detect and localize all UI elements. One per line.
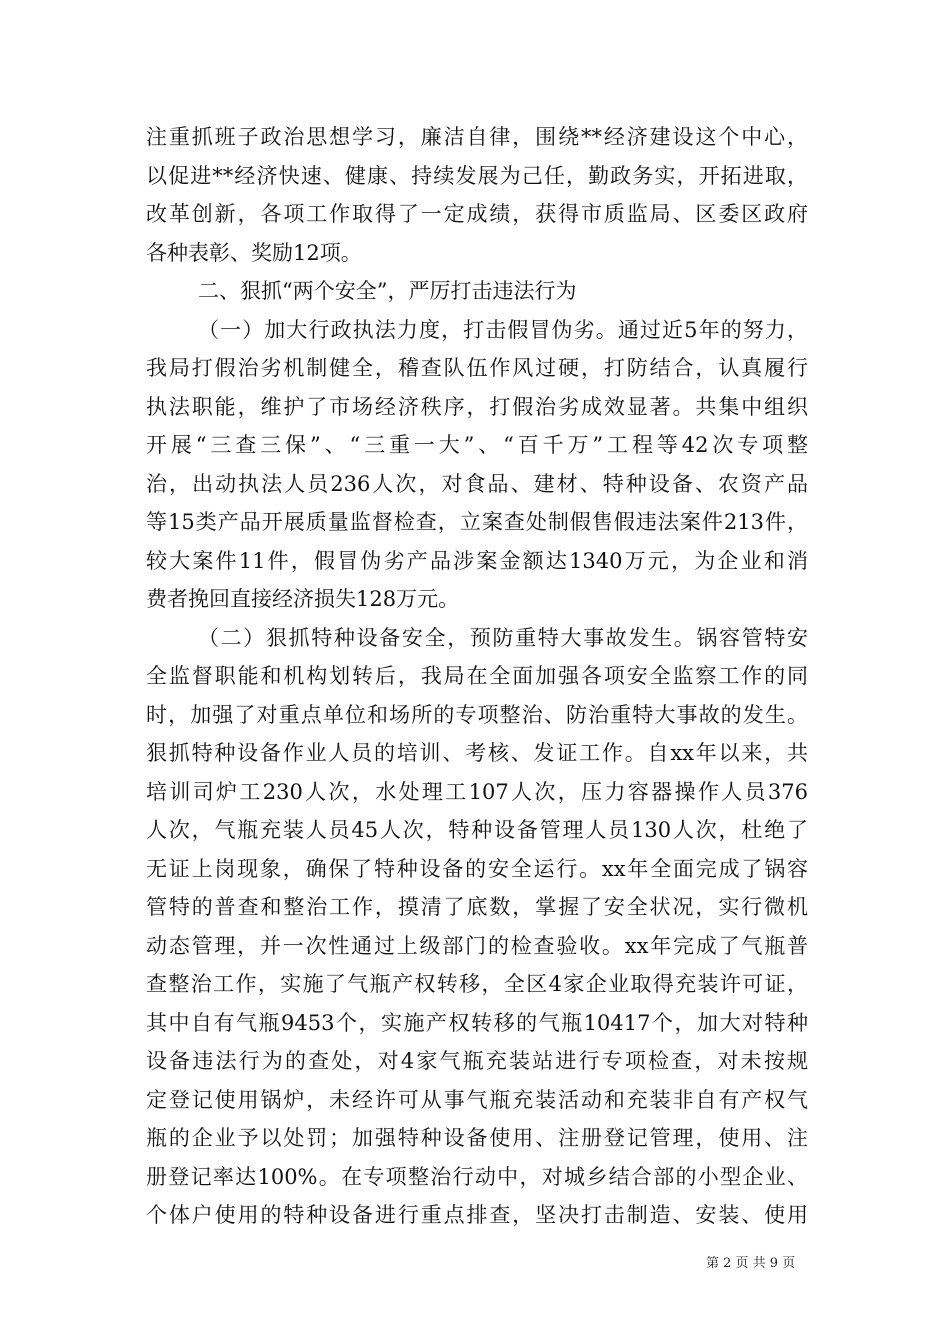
paragraph-line: 各种表彰、奖励12项。 — [146, 240, 362, 265]
paragraph-line: 人次，气瓶充装人员45人次，特种设备管理人员130人次，杜绝了 — [146, 818, 808, 842]
paragraph-line: 注重抓班子政治思想学习，廉洁自律，围绕**经济建设这个中心， — [146, 125, 808, 149]
paragraph-line: 改革创新，各项工作取得了一定成绩，获得市质监局、区委区政府 — [146, 202, 808, 226]
paragraph-line: 开展“三查三保”、“三重一大”、“百千万”工程等42次专项整 — [146, 433, 808, 457]
paragraph-line: 治，出动执法人员236人次，对食品、建材、特种设备、农资产品 — [146, 471, 808, 496]
body-text — [146, 118, 808, 1235]
paragraph-line: 时，加强了对重点单位和场所的专项整治、防治重特大事故的发生。 — [146, 702, 808, 727]
paragraph-line: 个体户使用的特种设备进行重点排查，坚决打击制造、安装、使用 — [146, 1203, 808, 1227]
paragraph-line: 管特的普查和整治工作，摸清了底数，掌握了安全状况，实行微机 — [146, 895, 808, 919]
paragraph-line: 费者挽回直接经济损失128万元。 — [146, 587, 460, 611]
paragraph-line: 全监督职能和机构划转后，我局在全面加强各项安全监察工作的同 — [146, 664, 808, 688]
paragraph-line: 培训司炉工230人次，水处理工107人次，压力容器操作人员376 — [146, 779, 808, 804]
paragraph-line: 定登记使用锅炉，未经许可从事气瓶充装活动和充装非自有产权气 — [146, 1087, 808, 1112]
paragraph-line: 设备违法行为的查处，对4家气瓶充装站进行专项检查，对未按规 — [146, 1049, 808, 1073]
page-number-footer: 第 2 页 共 9 页 — [706, 1256, 796, 1271]
paragraph-line: 我局打假治劣机制健全，稽查队伍作风过硬，打防结合，认真履行 — [146, 356, 808, 380]
paragraph-line: 等15类产品开展质量监督检查，立案查处制假售假违法案件213件， — [146, 510, 808, 534]
paragraph-line: 无证上岗现象，确保了特种设备的安全运行。xx年全面完成了锅容 — [146, 856, 808, 881]
paragraph-line: 册登记率达100%。在专项整治行动中，对城乡结合部的小型企业、 — [146, 1164, 808, 1189]
paragraph-line: 瓶的企业予以处罚；加强特种设备使用、注册登记管理，使用、注 — [146, 1126, 808, 1150]
paragraph-line: （一）加大行政执法力度，打击假冒伪劣。通过近5年的努力， — [198, 317, 808, 342]
paragraph-line: 较大案件11件，假冒伪劣产品涉案金额达1340万元，为企业和消 — [146, 548, 808, 573]
paragraph-line: 执法职能，维护了市场经济秩序，打假治劣成效显著。共集中组织 — [146, 394, 808, 419]
paragraph-line: （二）狠抓特种设备安全，预防重特大事故发生。锅容管特安 — [198, 625, 808, 650]
paragraph-line: 动态管理，并一次性通过上级部门的检查验收。xx年完成了气瓶普 — [146, 933, 808, 958]
paragraph-line: 查整治工作，实施了气瓶产权转移，全区4家企业取得充装许可证， — [146, 972, 808, 996]
paragraph-line: 狠抓特种设备作业人员的培训、考核、发证工作。自xx年以来，共 — [146, 741, 808, 765]
section-heading: 二、狠抓“两个安全”，严厉打击违法行为 — [198, 279, 577, 303]
paragraph-line: 其中自有气瓶9453个，实施产权转移的气瓶10417个，加大对特种 — [146, 1010, 808, 1035]
paragraph-line: 以促进**经济快速、健康、持续发展为己任，勤政务实，开拓进取， — [146, 163, 808, 188]
